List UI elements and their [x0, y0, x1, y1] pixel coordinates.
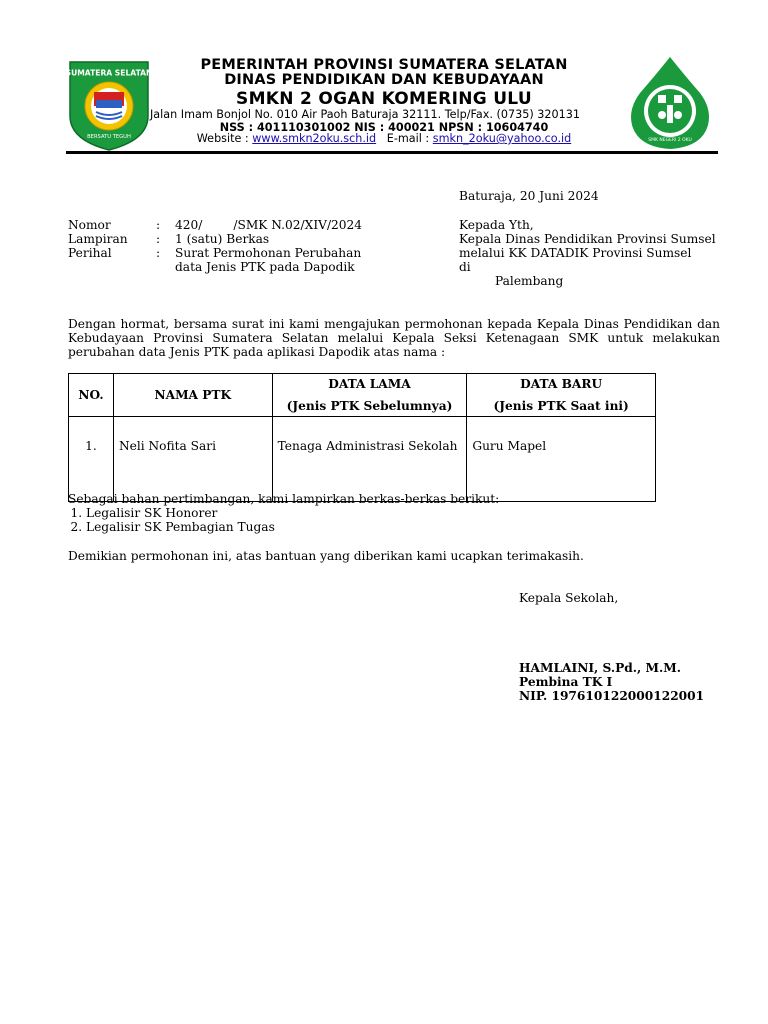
recipient-via: melalui KK DATADIK Provinsi Sumsel	[459, 246, 692, 260]
signature-name: HAMLAINI, S.Pd., M.M.	[519, 661, 682, 675]
signature-nip: NIP. 197610122000122001	[519, 689, 705, 703]
letterhead-school-name: SMKN 2 OGAN KOMERING ULU	[236, 89, 532, 109]
cell-data-baru: Guru Mapel	[467, 417, 656, 502]
website-link[interactable]: www.smkn2oku.sch.id	[252, 132, 377, 145]
header-data-lama-subtitle: (Jenis PTK Sebelumnya)	[286, 399, 453, 413]
header-no: NO.	[69, 374, 114, 417]
letterhead-department-line: DINAS PENDIDIKAN DAN KEBUDAYAAN	[224, 72, 544, 88]
perihal-label: Perihal	[68, 246, 112, 260]
recipient-di: di	[459, 260, 471, 274]
email-link[interactable]: smkn_2oku@yahoo.co.id	[432, 132, 572, 145]
lampiran-value: 1 (satu) Berkas	[175, 232, 270, 246]
logo-right-text: SMK NEGERI 2 OKU	[648, 138, 692, 143]
header-data-baru	[467, 374, 656, 417]
letter-date: Baturaja, 20 Juni 2024	[459, 189, 599, 203]
recipient-name: Kepala Dinas Pendidikan Provinsi Sumsel	[459, 232, 716, 246]
smkn2-oku-school-logo	[628, 55, 712, 151]
opening-paragraph: Dengan hormat, bersama surat ini kami mengajukan permohonan kepada Kepala Dinas Pendidikan dan Kebudayaan Provinsi Sumatera Selatan melalui Kepala Seksi Ketenagaan SMK untuk melakukan perubahan data Jenis PTK pada aplikasi Dapodik atas nama :	[68, 317, 720, 359]
ptk-change-table	[68, 373, 656, 502]
table-header-row	[69, 374, 656, 417]
recipient-city: Palembang	[495, 274, 564, 288]
closing-paragraph: Demikian permohonan ini, atas bantuan yang diberikan kami ucapkan terimakasih.	[68, 549, 584, 563]
cell-no: 1.	[69, 417, 114, 502]
recipient-greeting: Kepada Yth,	[459, 218, 534, 232]
letterhead-school-ids: NSS : 401110301002 NIS : 400021 NPSN : 10604740	[219, 121, 549, 134]
letterhead-government-line: PEMERINTAH PROVINSI SUMATERA SELATAN	[200, 57, 568, 73]
letterhead-contact	[150, 132, 618, 145]
list-item: 2. Legalisir SK Pembagian Tugas	[86, 520, 275, 534]
nomor-value: 420/ /SMK N.02/XIV/2024	[175, 218, 363, 232]
attachments-intro: Sebagai bahan pertimbangan, kami lampirkan berkas-berkas berikut:	[68, 492, 500, 506]
signature-title: Kepala Sekolah,	[519, 591, 619, 605]
lampiran-label: Lampiran	[68, 232, 128, 246]
signature-rank: Pembina TK I	[519, 675, 613, 689]
header-data-baru-title: DATA BARU	[520, 377, 603, 391]
logo-left-bottom-text: BERSATU TEGUH	[87, 134, 131, 140]
perihal-value-line2: data Jenis PTK pada Dapodik	[175, 260, 355, 274]
lampiran-colon: :	[156, 232, 161, 246]
nomor-colon: :	[156, 218, 161, 232]
header-data-baru-subtitle: (Jenis PTK Saat ini)	[493, 399, 629, 413]
logo-left-top-text: SUMATERA SELATAN	[66, 68, 152, 78]
letterhead-divider	[66, 151, 718, 154]
header-nama-ptk: NAMA PTK	[113, 374, 272, 417]
header-data-lama-title: DATA LAMA	[328, 377, 411, 391]
cell-data-lama: Tenaga Administrasi Sekolah	[272, 417, 467, 502]
website-label: Website :	[196, 132, 253, 145]
email-label: E-mail :	[386, 132, 433, 145]
cell-nama-ptk: Neli Nofita Sari	[113, 417, 272, 502]
nomor-label: Nomor	[68, 218, 111, 232]
attachments-list	[68, 506, 275, 534]
perihal-value-line1: Surat Permohonan Perubahan	[175, 246, 362, 260]
list-item: 1. Legalisir SK Honorer	[86, 506, 275, 520]
table-row	[69, 417, 656, 502]
perihal-colon: :	[156, 246, 161, 260]
header-data-lama	[272, 374, 467, 417]
letterhead-address: Jalan Imam Bonjol No. 010 Air Paoh Baturaja 32111. Telp/Fax. (0735) 320131	[150, 108, 580, 121]
sumatera-selatan-emblem-logo	[66, 56, 152, 152]
